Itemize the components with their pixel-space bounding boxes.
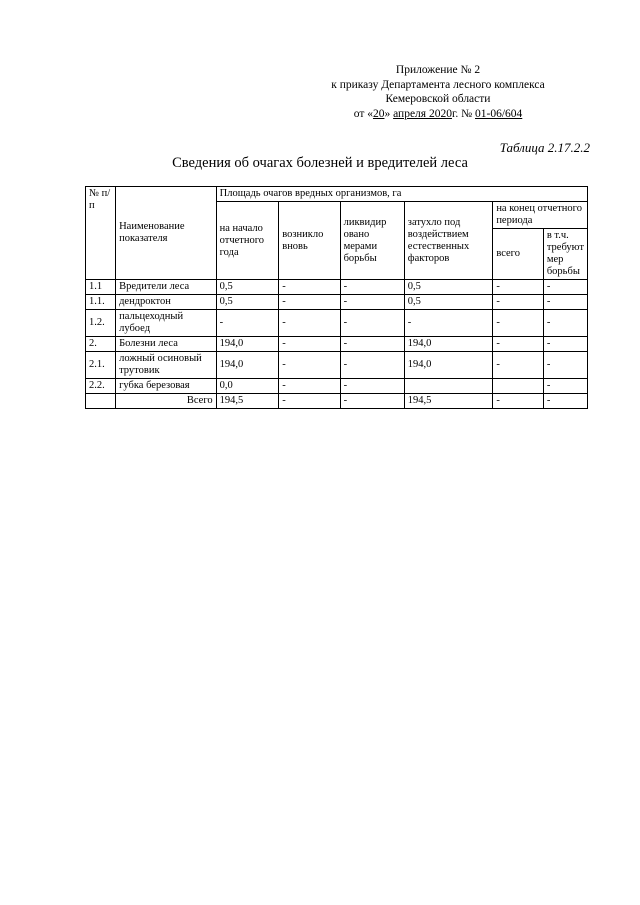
header-start: на начало отчетного года (216, 202, 279, 280)
row-start: 194,0 (216, 337, 279, 352)
row-new: - (279, 337, 340, 352)
row-name: дендроктон (116, 295, 217, 310)
header-liquidated: ликвидир овано мерами борьбы (340, 202, 404, 280)
total-row-extinct: 194,5 (404, 394, 493, 409)
header-require: в т.ч. требуют мер борьбы (543, 229, 587, 280)
row-name: Вредители леса (116, 280, 217, 295)
row-name: Болезни леса (116, 337, 217, 352)
row-liquidated: - (340, 310, 404, 337)
row-name: пальцеходный лубоед (116, 310, 217, 337)
row-require: - (543, 280, 587, 295)
table-row (86, 295, 588, 310)
row-extinct: 194,0 (404, 337, 493, 352)
row-num: 1.1. (86, 295, 116, 310)
page-title: Сведения об очагах болезней и вредителей леса (172, 155, 468, 171)
row-require: - (543, 379, 587, 394)
row-new: - (279, 352, 340, 379)
document-header (288, 63, 588, 121)
row-total: - (493, 280, 544, 295)
row-extinct: 0,5 (404, 295, 493, 310)
row-total: - (493, 295, 544, 310)
row-num: 2.1. (86, 352, 116, 379)
total-row-new: - (279, 394, 340, 409)
row-require: - (543, 310, 587, 337)
region-line: Кемеровской области (385, 93, 491, 105)
total-row-total: - (493, 394, 544, 409)
pests-table (85, 186, 588, 409)
row-liquidated: - (340, 379, 404, 394)
table-row (86, 280, 588, 295)
row-total (493, 379, 544, 394)
header-total: всего (493, 229, 544, 280)
row-require: - (543, 352, 587, 379)
date-prefix: от « (353, 107, 373, 120)
total-row-start: 194,5 (216, 394, 279, 409)
row-start: - (216, 310, 279, 337)
header-new: возникло вновь (279, 202, 340, 280)
date-month: апреля 2020 (393, 107, 452, 120)
row-new: - (279, 295, 340, 310)
row-num: 2.2. (86, 379, 116, 394)
row-extinct: 194,0 (404, 352, 493, 379)
date-line (288, 107, 588, 122)
header-area: Площадь очагов вредных организмов, га (216, 187, 587, 202)
row-extinct (404, 379, 493, 394)
row-start: 0,0 (216, 379, 279, 394)
row-new: - (279, 310, 340, 337)
row-num: 1.2. (86, 310, 116, 337)
header-num: № п/п (86, 187, 116, 280)
total-row-liquidated: - (340, 394, 404, 409)
order-line: к приказу Департамента лесного комплекса (331, 78, 545, 91)
row-new: - (279, 379, 340, 394)
row-num: 2. (86, 337, 116, 352)
header-row-1 (86, 187, 588, 202)
date-mid: » (384, 107, 391, 120)
table-row (86, 352, 588, 379)
row-name: губка березовая (116, 379, 217, 394)
row-extinct: 0,5 (404, 280, 493, 295)
row-liquidated: - (340, 295, 404, 310)
header-end: на конец отчетного периода (493, 202, 588, 229)
row-total: - (493, 337, 544, 352)
table-row (86, 379, 588, 394)
total-row-num (86, 394, 116, 409)
total-row (86, 394, 588, 409)
row-start: 0,5 (216, 280, 279, 295)
table-number: Таблица 2.17.2.2 (499, 140, 590, 155)
appendix-line: Приложение № 2 (395, 64, 481, 76)
row-require: - (543, 295, 587, 310)
total-row-require: - (543, 394, 587, 409)
date-day: 20 (372, 107, 385, 120)
header-extinct: затухло под воздействием естественных факторов (404, 202, 493, 280)
row-liquidated: - (340, 337, 404, 352)
row-start: 0,5 (216, 295, 279, 310)
total-row-name: Всего (116, 394, 217, 409)
row-total: - (493, 352, 544, 379)
row-num: 1.1 (86, 280, 116, 295)
table-row (86, 310, 588, 337)
row-new: - (279, 280, 340, 295)
row-name: ложный осиновый трутовик (116, 352, 217, 379)
order-number: 01-06/604 (475, 107, 523, 120)
row-liquidated: - (340, 352, 404, 379)
row-require: - (543, 337, 587, 352)
header-name: Наименование показателя (116, 187, 217, 280)
row-total: - (493, 310, 544, 337)
row-liquidated: - (340, 280, 404, 295)
table-row (86, 337, 588, 352)
date-suffix: г. № (451, 107, 475, 120)
row-extinct: - (404, 310, 493, 337)
row-start: 194,0 (216, 352, 279, 379)
